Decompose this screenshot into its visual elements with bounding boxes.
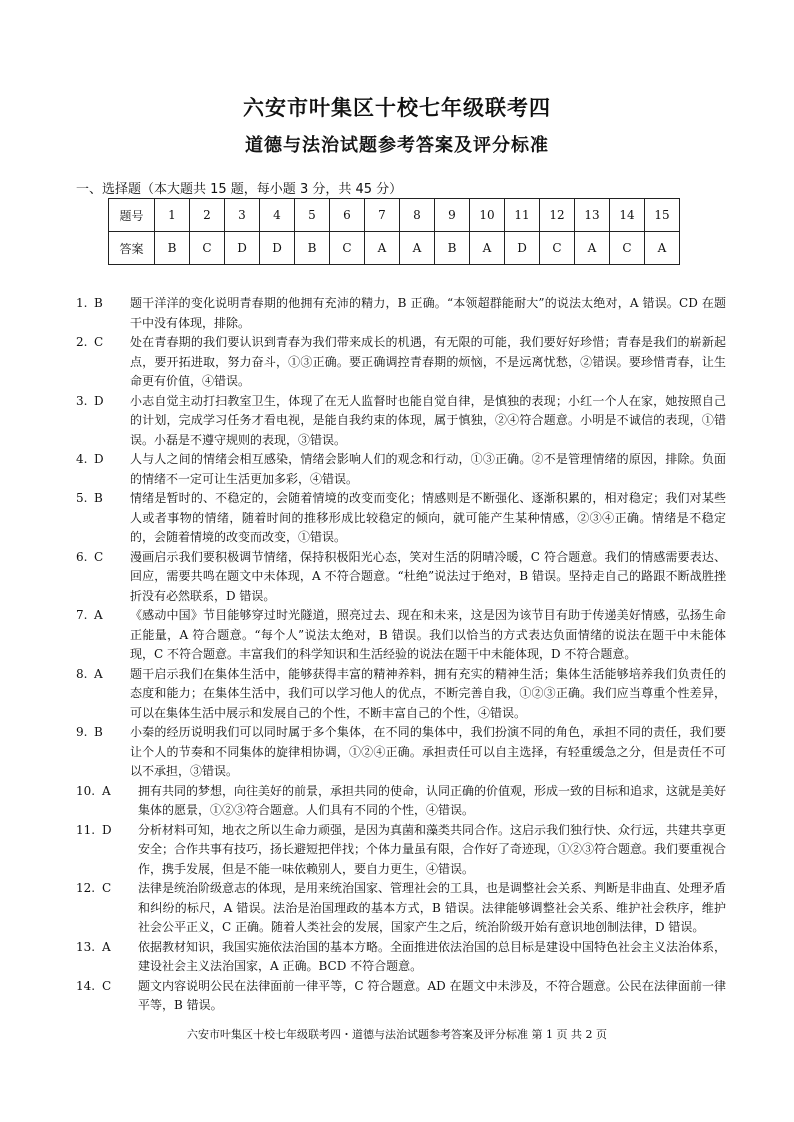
item-answer-letter: C: [102, 978, 112, 993]
item-explanation-text: 题文内容说明公民在法律面前一律平等，C 符合题意。AD 在题文中未涉及，不符合题意。公民在法律面前一律平等，B 错误。: [138, 978, 726, 1012]
answer-table: [108, 198, 680, 265]
page-footer: 六安市叶集区十校七年级联考四・道德与法治试题参考答案及评分标准 第 1 页 共 2 页: [187, 1028, 607, 1041]
item-answer-letter: C: [94, 335, 104, 349]
question-number-cell: 7: [365, 199, 400, 232]
explanation-item: [76, 392, 726, 451]
explanation-item: [76, 879, 726, 938]
item-explanation-text: 处在青春期的我们要认识到青春为我们带来成长的机遇，有无限的可能，我们要好好珍惜；青春是我们的崭新起点，要开拓进取，努力奋斗，①③正确。要正确调控青春期的烦恼，不是远离忧愁，②错误。要珍惜青春，让生命更有价值，④错误。: [130, 335, 726, 388]
item-number: 9.: [76, 725, 88, 739]
item-answer-letter: B: [94, 491, 103, 505]
answer-cell: C: [610, 232, 645, 265]
answer-cell: A: [400, 232, 435, 265]
item-answer-letter: A: [94, 608, 103, 622]
item-explanation-text: 漫画启示我们要积极调节情绪，保持积极阳光心态，笑对生活的阴晴冷暖，C 符合题意。我们的情感需要表达、回应，需要共鸣在题文中未体现，A 不符合题意。“杜绝”说法过于绝对，B 错误。坚持走自己的路跟不断战胜挫折没有必然联系，D 错误。: [130, 549, 726, 603]
item-explanation-text: 人与人之间的情绪会相互感染，情绪会影响人们的观念和行动，①③正确。②不是管理情绪的原因，排除。负面的情绪不一定可让生活更加多彩，④错误。: [130, 452, 726, 486]
item-answer-letter: B: [94, 725, 103, 739]
explanation-item: [76, 450, 726, 489]
item-number: 11.: [76, 822, 96, 837]
answer-cell: A: [645, 232, 680, 265]
item-answer-letter: D: [94, 393, 104, 408]
explanation-item: [76, 821, 726, 880]
question-number-cell: 4: [260, 199, 295, 232]
answer-table-number-row: [109, 199, 680, 232]
item-answer-letter: A: [102, 939, 111, 954]
answer-cell: C: [540, 232, 575, 265]
answer-explanations: [76, 294, 726, 1016]
explanation-item: [76, 294, 726, 333]
item-answer-letter: C: [94, 549, 104, 564]
question-number-cell: 10: [470, 199, 505, 232]
item-number: 13.: [76, 939, 96, 954]
answer-cell: C: [190, 232, 225, 265]
item-answer-letter: B: [94, 296, 103, 310]
answer-cell: D: [225, 232, 260, 265]
question-number-cell: 15: [645, 199, 680, 232]
answer-cell: C: [330, 232, 365, 265]
explanation-item: [76, 333, 726, 392]
item-number: 6.: [76, 549, 88, 564]
question-number-cell: 11: [505, 199, 540, 232]
explanation-item: [76, 782, 726, 821]
answer-cell: D: [260, 232, 295, 265]
item-explanation-text: 小秦的经历说明我们可以同时属于多个集体，在不同的集体中，我们扮演不同的角色，承担不同的责任，我们要让个人的节奏和不同集体的旋律相协调，①②④正确。承担责任可以自主选择，有轻重缓急之分，但是责任不可以不承担，③错误。: [130, 725, 726, 778]
item-number: 12.: [76, 881, 96, 895]
answer-table-answer-row: [109, 232, 680, 265]
answer-cell: A: [470, 232, 505, 265]
item-explanation-text: 依据教材知识，我国实施依法治国的基本方略。全面推进依法治国的总目标是建设中国特色社会主义法治体系，建设社会主义法治国家，A 正确。BCD 不符合题意。: [138, 939, 727, 973]
item-explanation-text: 情绪是暂时的、不稳定的，会随着情境的改变而变化；情感则是不断强化、逐渐积累的，相对稳定；我们对某些人或者事物的情绪，随着时间的推移形成比较稳定的倾向，就可能产生某种情感，②③④正确。情绪是不稳定的，会随着情境的改变而改变，①错误。: [130, 491, 726, 544]
question-number-cell: 6: [330, 199, 365, 232]
item-number: 14.: [76, 978, 96, 993]
item-number: 5.: [76, 491, 88, 505]
page-title: 六安市叶集区十校七年级联考四: [243, 95, 551, 120]
explanation-item: [76, 938, 726, 977]
question-number-cell: 9: [435, 199, 470, 232]
item-explanation-text: 《感动中国》节目能够穿过时光隧道，照亮过去、现在和未来，这是因为该节目有助于传递美好情感，弘扬生命正能量，A 符合题意。“每个人”说法太绝对，B 错误。我们以恰当的方式表达负面情绪的说法在题干中未能体现，C 不符合题意。丰富我们的科学知识和生活经验的说法在题干中未能体现，D 不符合题意。: [130, 608, 726, 661]
item-explanation-text: 法律是统治阶级意志的体现，是用来统治国家、管理社会的工具，也是调整社会关系、判断是非曲直、处理矛盾和纠纷的标尺，A 错误。法治是治国理政的基本方式，B 错误。法律能够调整社会关系、维护社会秩序，维护社会公平正义，C 正确。随着人类社会的发展，国家产生之后，统治阶级开始有意识地创制法律，D 错误。: [138, 881, 727, 934]
question-number-cell: 8: [400, 199, 435, 232]
item-explanation-text: 拥有共同的梦想，向往美好的前景，承担共同的使命，认同正确的价值观，形成一致的目标和追求，这就是美好集体的愿景，①②③符合题意。人们具有不同的个性，④错误。: [138, 783, 727, 817]
item-number: 1.: [76, 296, 88, 310]
question-number-cell: 2: [190, 199, 225, 232]
question-number-cell: 3: [225, 199, 260, 232]
item-explanation-text: 小志自觉主动打扫教室卫生，体现了在无人监督时也能自觉自律，是慎独的表现；小红一个人在家，她按照自己的计划，完成学习任务才看电视，是能自我约束的体现，属于慎独，②④符合题意。小明是不诚信的表现，①错误。小磊是不遵守规则的表现，③错误。: [130, 393, 726, 447]
item-number: 8.: [76, 666, 88, 681]
answer-cell: B: [295, 232, 330, 265]
item-explanation-text: 分析材料可知，地衣之所以生命力顽强，是因为真菌和藻类共同合作。这启示我们独行快、众行远，共建共享更安全；合作共事有技巧，扬长避短把伴找；个体力量虽有限，合作好了奇迹现，①②③符合题意。我们要重视合作，携手发展，但是不能一味依赖别人，要自力更生，④错误。: [138, 822, 727, 876]
answer-cell: B: [435, 232, 470, 265]
item-answer-letter: C: [102, 881, 112, 895]
question-number-cell: 12: [540, 199, 575, 232]
item-answer-letter: A: [94, 666, 103, 681]
row-header-answer: 答案: [109, 232, 155, 265]
item-number: 2.: [76, 335, 88, 349]
item-answer-letter: D: [94, 452, 104, 466]
item-number: 4.: [76, 452, 88, 466]
answer-cell: D: [505, 232, 540, 265]
item-number: 7.: [76, 608, 88, 622]
question-number-cell: 5: [295, 199, 330, 232]
answer-cell: A: [575, 232, 610, 265]
section-heading: 一、选择题（本大题共 15 题，每小题 3 分，共 45 分）: [76, 182, 403, 197]
page-subtitle: 道德与法治试题参考答案及评分标准: [245, 135, 549, 156]
question-number-cell: 14: [610, 199, 645, 232]
row-header-number: 题号: [109, 199, 155, 232]
explanation-item: [76, 723, 726, 782]
item-explanation-text: 题干启示我们在集体生活中，能够获得丰富的精神养料，拥有充实的精神生活；集体生活能够培养我们负责任的态度和能力；在集体生活中，我们可以学习他人的优点，不断完善自我，①②③正确。我们应当尊重个性差异，可以在集体生活中展示和发展自己的个性，不断丰富自己的个性，④错误。: [130, 666, 726, 720]
item-number: 10.: [76, 783, 96, 798]
explanation-item: [76, 548, 726, 607]
explanation-item: [76, 665, 726, 724]
question-number-cell: 13: [575, 199, 610, 232]
explanation-item: [76, 606, 726, 665]
answer-cell: A: [365, 232, 400, 265]
item-answer-letter: D: [102, 822, 112, 837]
item-number: 3.: [76, 393, 88, 408]
answer-cell: B: [155, 232, 190, 265]
item-explanation-text: 题干洋洋的变化说明青春期的他拥有充沛的精力，B 正确。“本领超群能耐大”的说法太绝对，A 错误。CD 在题干中没有体现，排除。: [130, 296, 726, 330]
explanation-item: [76, 489, 726, 548]
explanation-item: [76, 977, 726, 1016]
question-number-cell: 1: [155, 199, 190, 232]
item-answer-letter: A: [102, 783, 111, 798]
